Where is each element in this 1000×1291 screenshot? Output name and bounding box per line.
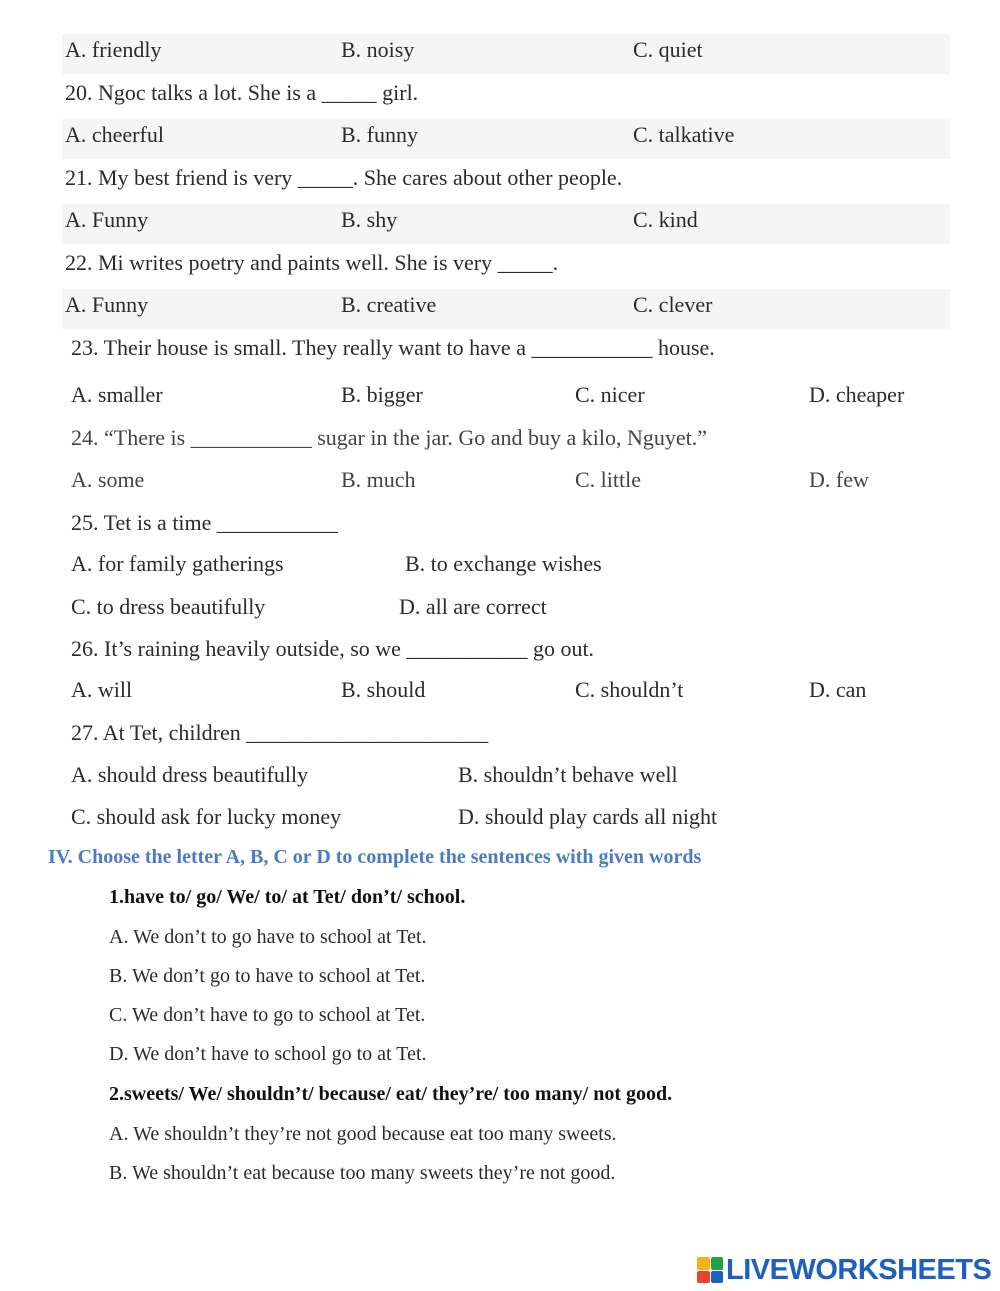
q26-stem: 26. It’s raining heavily outside, so we ___________ go out. — [71, 636, 595, 661]
q24-option-b[interactable]: B. much — [341, 467, 416, 492]
q23-option-c[interactable]: C. nicer — [575, 382, 645, 407]
liveworksheets-logo[interactable] — [697, 1252, 991, 1288]
q24-option-c[interactable]: C. little — [575, 467, 641, 492]
q21-option-a[interactable]: A. Funny — [65, 207, 149, 232]
q19-option-c[interactable]: C. quiet — [633, 37, 703, 62]
q22-option-a[interactable]: A. Funny — [65, 292, 149, 317]
sentence2-option-b[interactable]: B. We shouldn’t eat because too many sweets they’re not good. — [109, 1162, 616, 1184]
q25-option-a[interactable]: A. for family gatherings — [71, 551, 284, 576]
q26-option-d[interactable]: D. can — [809, 677, 867, 702]
q20-stem: 20. Ngoc talks a lot. She is a _____ girl. — [65, 80, 419, 105]
q24-option-d[interactable]: D. few — [809, 467, 869, 492]
q21-option-b[interactable]: B. shy — [341, 207, 398, 232]
sentence1-option-d[interactable]: D. We don’t have to school go to at Tet. — [109, 1043, 427, 1065]
q25-option-c[interactable]: C. to dress beautifully — [71, 594, 266, 619]
q21-option-c[interactable]: C. kind — [633, 207, 698, 232]
q27-option-b[interactable]: B. shouldn’t behave well — [458, 762, 678, 787]
q27-option-d[interactable]: D. should play cards all night — [458, 804, 718, 829]
q23-option-b[interactable]: B. bigger — [341, 382, 423, 407]
q24-stem: 24. “There is ___________ sugar in the jar. Go and buy a kilo, Nguyet.” — [71, 425, 708, 450]
q21-stem: 21. My best friend is very _____. She cares about other people. — [65, 165, 623, 190]
q19-option-a[interactable]: A. friendly — [65, 37, 162, 62]
q26-option-b[interactable]: B. should — [341, 677, 426, 702]
q20-option-c[interactable]: C. talkative — [633, 122, 735, 147]
logo-text: LIVEWORKSHEETS — [726, 1253, 992, 1286]
sentence1-option-b[interactable]: B. We don’t go to have to school at Tet. — [109, 965, 426, 987]
sentence1-option-c[interactable]: C. We don’t have to go to school at Tet. — [109, 1004, 426, 1026]
sentence2-prompt: 2.sweets/ We/ shouldn’t/ because/ eat/ they’re/ too many/ not good. — [109, 1083, 673, 1105]
option-row-shade — [62, 289, 950, 329]
q25-option-b[interactable]: B. to exchange wishes — [405, 551, 602, 576]
liveworksheets-logo-icon — [697, 1257, 723, 1283]
sentence1-option-a[interactable]: A. We don’t to go have to school at Tet. — [109, 926, 427, 948]
q23-option-d[interactable]: D. cheaper — [809, 382, 905, 407]
option-row-shade — [62, 34, 950, 74]
q27-option-a[interactable]: A. should dress beautifully — [71, 762, 309, 787]
q20-option-b[interactable]: B. funny — [341, 122, 418, 147]
option-row-shade — [62, 119, 950, 159]
q25-stem: 25. Tet is a time ___________ — [71, 510, 338, 535]
q24-option-a[interactable]: A. some — [71, 467, 145, 492]
q22-option-c[interactable]: C. clever — [633, 292, 713, 317]
q23-stem: 23. Their house is small. They really want to have a ___________ house. — [71, 335, 715, 360]
q19-option-b[interactable]: B. noisy — [341, 37, 415, 62]
q27-option-c[interactable]: C. should ask for lucky money — [71, 804, 342, 829]
section-heading: IV. Choose the letter A, B, C or D to complete the sentences with given words — [48, 846, 702, 868]
q26-option-a[interactable]: A. will — [71, 677, 133, 702]
q22-stem: 22. Mi writes poetry and paints well. She is very _____. — [65, 250, 559, 275]
q26-option-c[interactable]: C. shouldn’t — [575, 677, 684, 702]
sentence1-prompt: 1.have to/ go/ We/ to/ at Tet/ don’t/ school. — [109, 886, 466, 908]
option-row-shade — [62, 204, 950, 244]
q20-option-a[interactable]: A. cheerful — [65, 122, 164, 147]
sentence2-option-a[interactable]: A. We shouldn’t they’re not good because eat too many sweets. — [109, 1123, 617, 1145]
q25-option-d[interactable]: D. all are correct — [399, 594, 547, 619]
q22-option-b[interactable]: B. creative — [341, 292, 437, 317]
q27-stem: 27. At Tet, children ______________________ — [71, 720, 489, 745]
q23-option-a[interactable]: A. smaller — [71, 382, 163, 407]
